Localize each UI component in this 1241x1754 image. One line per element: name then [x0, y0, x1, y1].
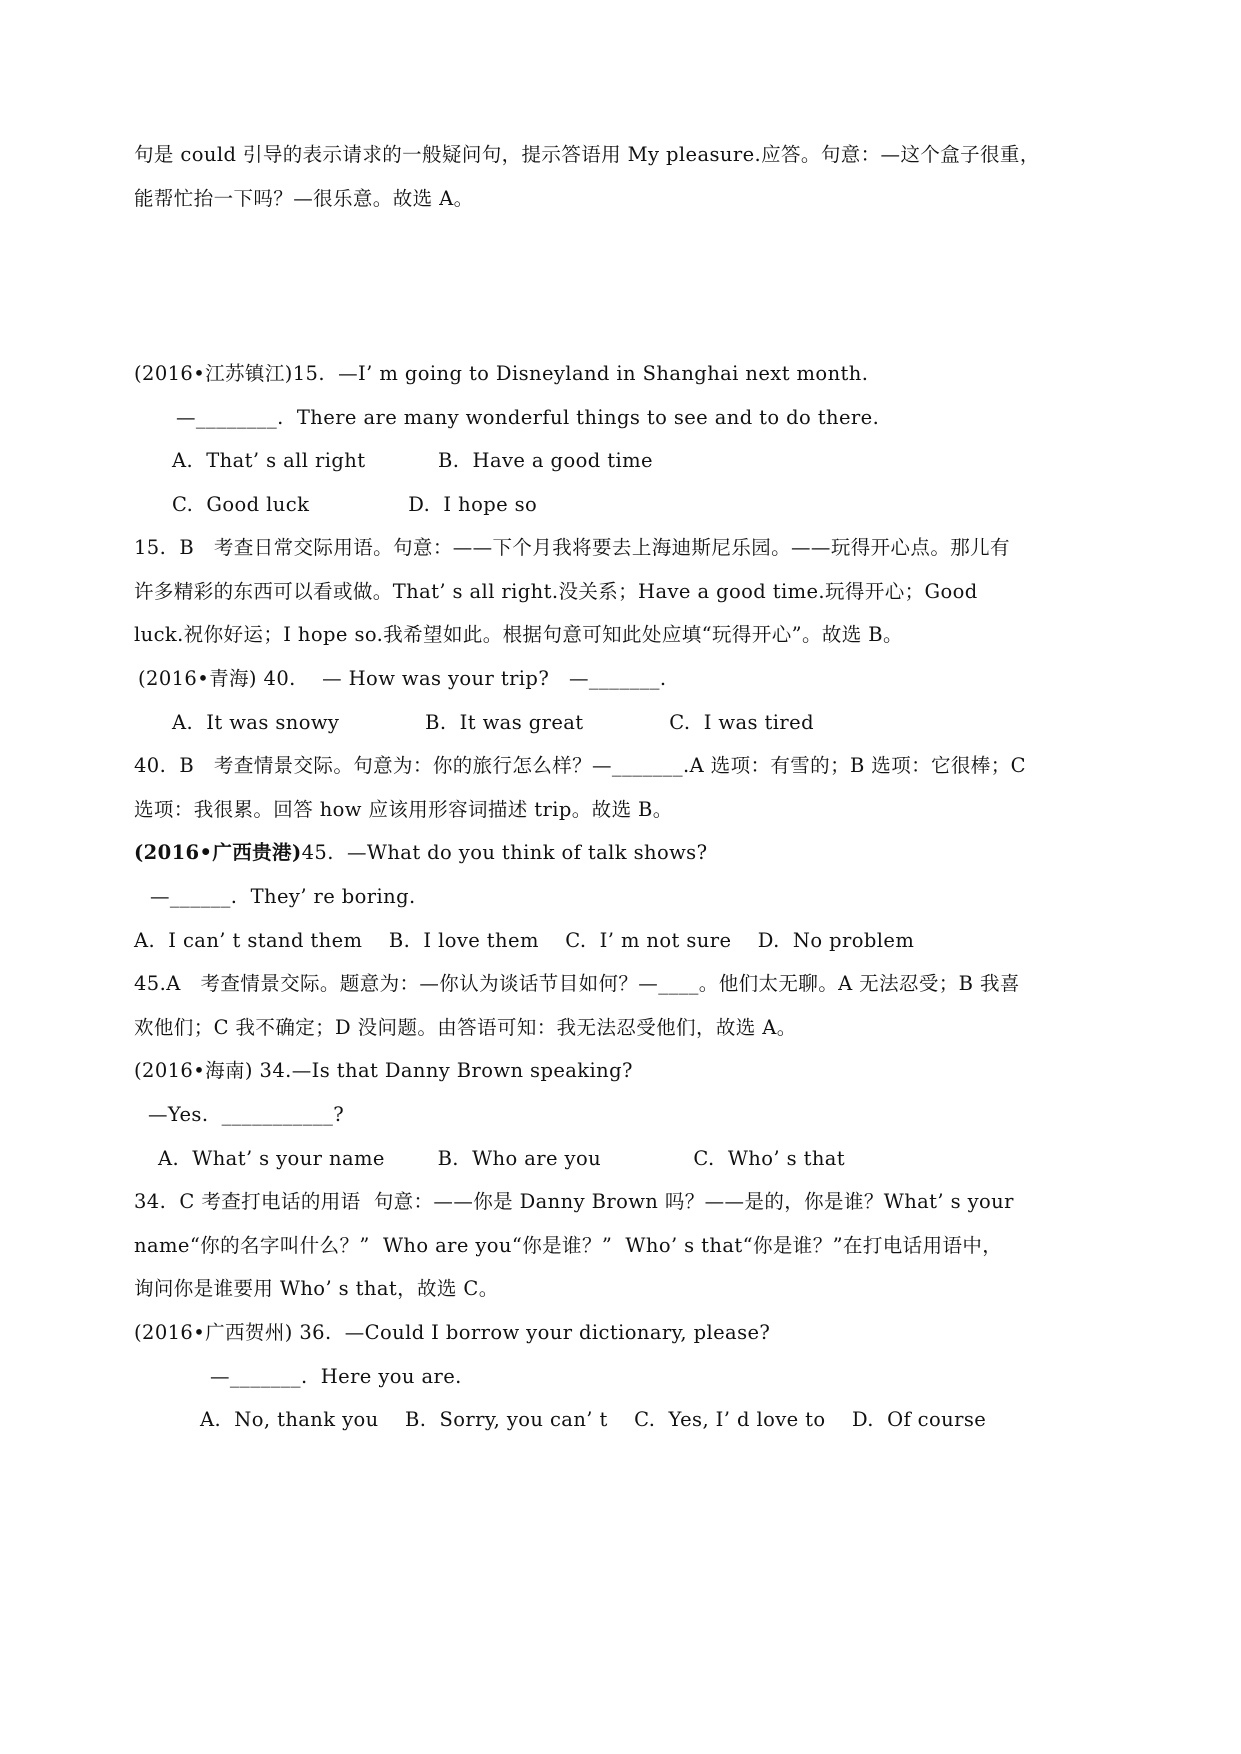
- q45-answer-line-1: 45.A 考查情景交际。题意为：—你认为谈话节目如何？—____。他们太无聊。A 无法忍受；B 我喜: [134, 972, 1020, 995]
- q34-answer-line-1: 34. C 考查打电话的用语 句意：——你是 Danny Brown 吗？——是的，你是谁？What’ s your: [134, 1190, 1014, 1213]
- q40-stem: (2016•青海) 40. — How was your trip? —_______.: [138, 667, 667, 690]
- q15-answer-line-2: 许多精彩的东西可以看或做。That’ s all right.没关系；Have a good time.玩得开心；Good: [134, 580, 978, 603]
- intro-line-1: 句是 could 引导的表示请求的一般疑问句，提示答语用 My pleasure.应答。句意：—这个盒子很重，: [134, 143, 1040, 166]
- q40-answer-line-1: 40. B 考查情景交际。句意为：你的旅行怎么样？—_______.A 选项：有雪的；B 选项：它很棒；C: [134, 754, 1026, 777]
- intro-line-2: 能帮忙抬一下吗？—很乐意。故选 A。: [134, 187, 474, 210]
- q34-answer-line-2: name“你的名字叫什么？” Who are you“你是谁？” Who’ s that“你是谁？”在打电话用语中，: [134, 1234, 1003, 1257]
- q34-blank-line: —Yes. ___________?: [148, 1103, 345, 1126]
- q45-question: 45. —What do you think of talk shows?: [301, 841, 708, 864]
- q15-answer-line-3: luck.祝你好运；I hope so.我希望如此。根据句意可知此处应填“玩得开心”。故选 B。: [134, 623, 903, 646]
- q36-stem: (2016•广西贺州) 36. —Could I borrow your dictionary, please?: [134, 1321, 771, 1344]
- q45-blank-line: —______. They’ re boring.: [150, 885, 416, 908]
- q15-options-row-1: A. That’ s all right B. Have a good time: [172, 449, 653, 472]
- q34-stem: (2016•海南) 34.—Is that Danny Brown speaking?: [134, 1059, 633, 1082]
- q45-source: (2016•广西贵港): [134, 841, 302, 864]
- q40-answer-line-2: 选项：我很累。回答 how 应该用形容词描述 trip。故选 B。: [134, 798, 673, 821]
- q15-blank-line: —________. There are many wonderful things to see and to do there.: [176, 406, 880, 429]
- q15-options-row-2: C. Good luck D. I hope so: [172, 493, 538, 516]
- q36-blank-line: —_______. Here you are.: [210, 1365, 462, 1388]
- q45-options: A. I can’ t stand them B. I love them C. I’ m not sure D. No problem: [134, 929, 915, 952]
- q36-options: A. No, thank you B. Sorry, you can’ t C. Yes, I’ d love to D. Of course: [200, 1408, 987, 1431]
- q34-answer-line-3: 询问你是谁要用 Who’ s that，故选 C。: [134, 1277, 499, 1300]
- q15-stem: (2016•江苏镇江)15. —I’ m going to Disneyland in Shanghai next month.: [134, 362, 869, 385]
- q45-answer-line-2: 欢他们；C 我不确定；D 没问题。由答语可知：我无法忍受他们，故选 A。: [134, 1016, 797, 1039]
- q45-stem: [134, 840, 707, 866]
- q40-options: A. It was snowy B. It was great C. I was tired: [172, 711, 814, 734]
- q34-options: A. What’ s your name B. Who are you C. Who’ s that: [158, 1147, 846, 1170]
- q15-answer-line-1: 15. B 考查日常交际用语。句意：——下个月我将要去上海迪斯尼乐园。——玩得开心点。那儿有: [134, 536, 1010, 559]
